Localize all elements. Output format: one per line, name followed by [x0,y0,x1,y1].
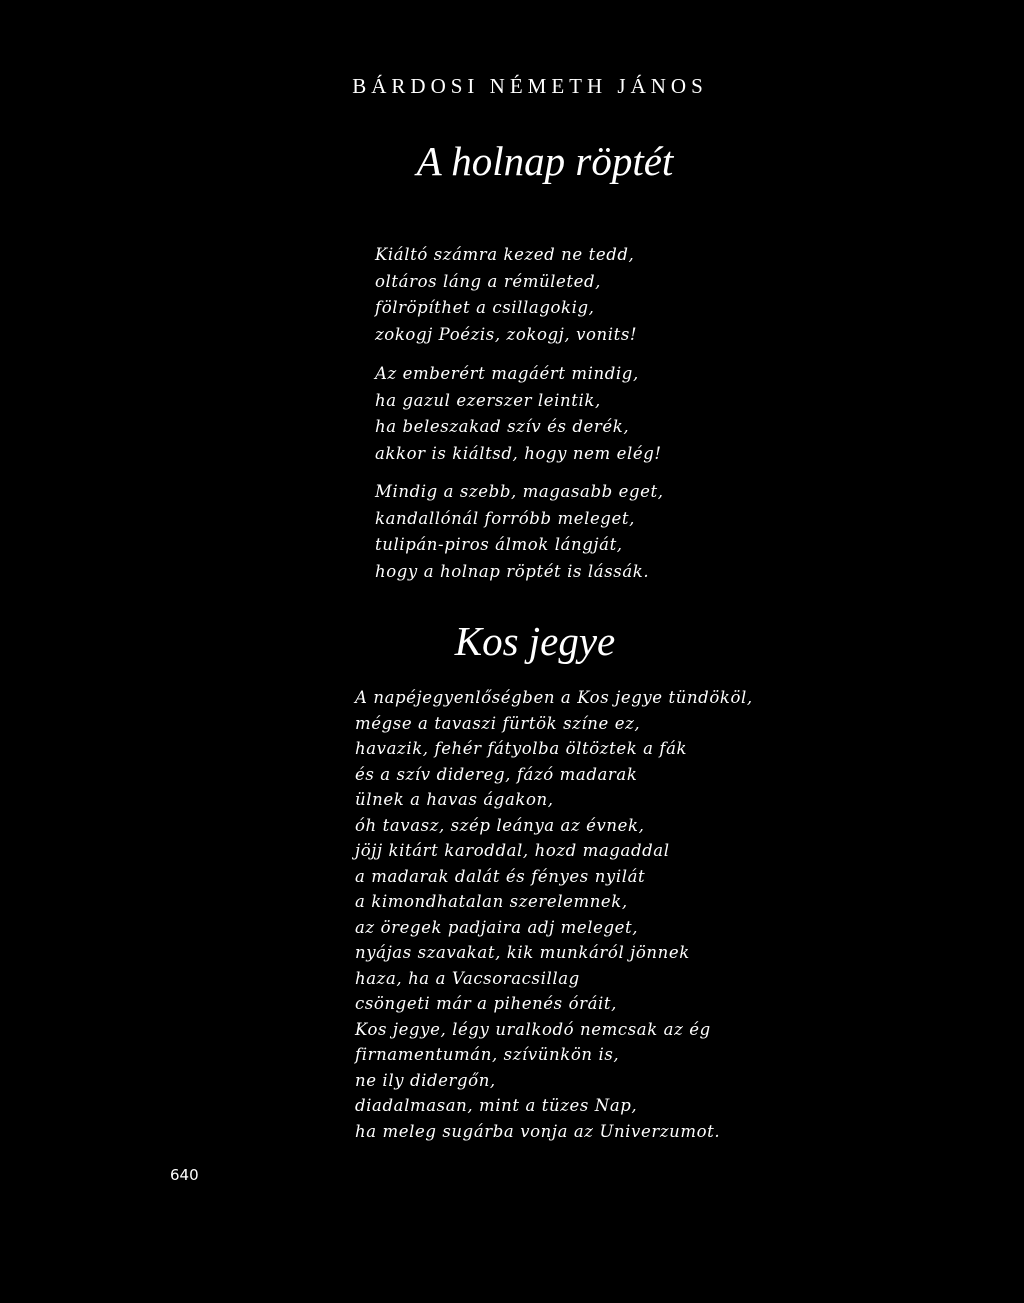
poem-line: tulipán-piros álmok lángját, [375,535,623,554]
poem-line: Kiáltó számra kezed ne tedd, [375,245,635,264]
poem-line: ha beleszakad szív és derék, [375,417,630,436]
poem-line: Kos jegye, légy uralkodó nemcsak az ég [355,1019,711,1039]
poem-line: oltáros láng a rémületed, [375,271,602,291]
poem2-body [355,685,753,1144]
poem-line: diadalmasan, mint a tüzes Nap, [355,1096,638,1115]
poem-line: és a szív didereg, fázó madarak [355,764,638,784]
poem-line: havazik, fehér fátyolba öltöztek a fák [355,739,688,758]
poem-line: csöngeti már a pihenés óráit, [355,994,617,1013]
poem-line: firnamentumán, szívünkön is, [355,1045,620,1064]
poem-line: kandallónál forróbb meleget, [375,508,635,528]
poem-line: zokogj Poézis, zokogj, vonits! [375,324,638,344]
poem-line: ülnek a havas ágakon, [355,790,554,809]
poem1-stanza-1 [375,242,637,348]
poem-line: hogy a holnap röptét is lássák. [375,561,650,581]
poem-line: óh tavasz, szép leánya az évnek, [355,815,645,835]
author-heading: BÁRDOSI NÉMETH JÁNOS [352,74,708,98]
poem-line: jöjj kitárt karoddal, hozd magaddal [355,841,670,860]
poem-line: az öregek padjaira adj meleget, [355,917,639,937]
poem-line: ha meleg sugárba vonja az Univerzumot. [355,1121,721,1141]
poem-line: ha gazul ezerszer leintik, [375,390,601,410]
poem-line: a kimondhatalan szerelemnek, [355,892,628,911]
page-number: 640 [170,1166,199,1184]
poem-line: A napéjegyenlőségben a Kos jegye tündököl, [355,688,753,707]
poem-title-kos-jegye: Kos jegye [454,618,616,664]
poem-line: mégse a tavaszi fürtök színe ez, [355,713,641,733]
poem-title-a-holnap-roptet: A holnap röptét [416,138,674,184]
poem1-stanza-3 [375,479,664,585]
poem-line: fölröpíthet a csillagokig, [375,298,595,317]
poem-line: a madarak dalát és fényes nyilát [355,866,646,886]
poem-line: Mindig a szebb, magasabb eget, [375,482,664,501]
poem-line: ne ily didergőn, [355,1070,496,1090]
poem-line: haza, ha a Vacsoracsillag [355,968,580,988]
poem-line: akkor is kiáltsd, hogy nem elég! [375,443,662,463]
poem-line: nyájas szavakat, kik munkáról jönnek [355,943,690,962]
poem1-stanza-2 [375,361,662,467]
poem-line: Az emberért magáért mindig, [375,364,639,383]
